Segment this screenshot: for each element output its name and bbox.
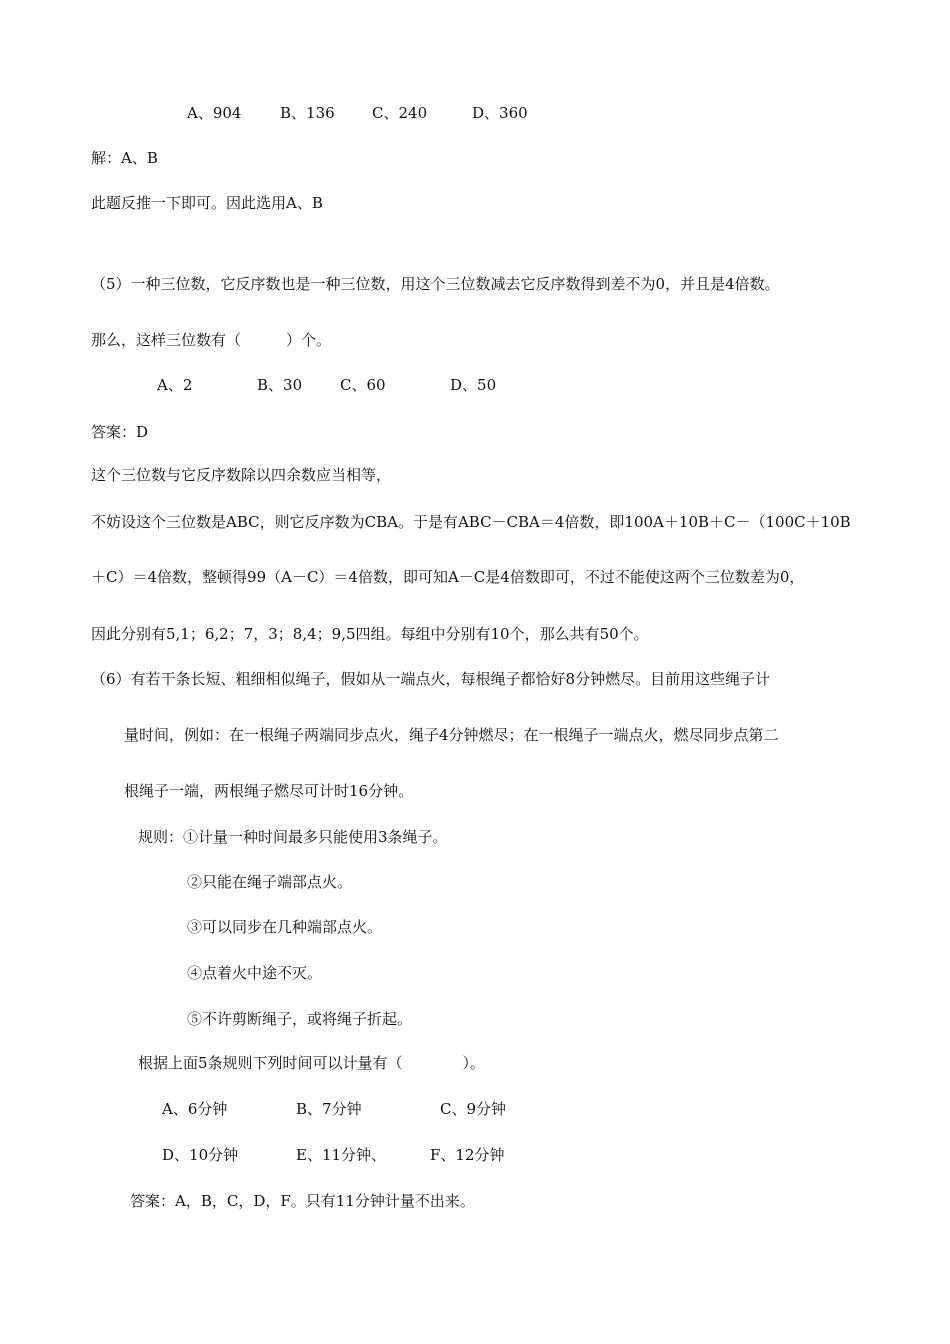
q5-explanation-line-3: ＋C）＝4倍数，整顿得99（A－C）＝4倍数，即可知A－C是4倍数即可，不过不能使这两个三位数差为0， — [91, 568, 805, 586]
q6-question-line-1: （6）有若干条长短、粗细相似绳子，假如从一端点火，每根绳子都恰好8分钟燃尽。目前用这些绳子计 — [91, 670, 771, 688]
q6-rule-4: ④点着火中途不灭。 — [187, 964, 323, 982]
q5-explanation-line-2: 不妨设这个三位数是ABC，则它反序数为CBA。于是有ABC－CBA＝4倍数，即100A＋10B＋C－（100C＋10B — [91, 513, 851, 531]
q4-option-c: C、240 — [372, 104, 428, 122]
q6-rule-3: ③可以同步在几种端部点火。 — [187, 918, 383, 936]
q4-option-d: D、360 — [472, 104, 528, 122]
q5-explanation-line-4: 因此分别有5,1；6,2；7，3；8,4；9,5四组。每组中分别有10个，那么共有50个。 — [91, 625, 649, 643]
q6-prompt: 根据上面5条规则下列时间可以计量有（ ）。 — [138, 1054, 486, 1072]
q6-option-c: C、9分钟 — [440, 1100, 507, 1118]
q5-answer: 答案：D — [91, 423, 149, 441]
q6-question-line-2: 量时间，例如：在一根绳子两端同步点火，绳子4分钟燃尽；在一根绳子一端点火，燃尽同步点第二 — [124, 726, 779, 744]
q6-option-e: E、11分钟、 — [296, 1146, 387, 1164]
q6-rule-2: ②只能在绳子端部点火。 — [187, 873, 353, 891]
q5-question-line-1: （5）一种三位数，它反序数也是一种三位数，用这个三位数减去它反序数得到差不为0，并且是4倍数。 — [91, 275, 780, 293]
q6-rule-1: 规则：①计量一种时间最多只能使用3条绳子。 — [138, 828, 448, 846]
q4-option-a: A、904 — [187, 104, 242, 122]
q6-option-d: D、10分钟 — [162, 1146, 239, 1164]
q4-explanation: 此题反推一下即可。因此选用A、B — [91, 194, 323, 212]
q6-option-f: F、12分钟 — [430, 1146, 505, 1164]
q5-explanation-line-1: 这个三位数与它反序数除以四余数应当相等， — [91, 466, 392, 484]
q4-option-b: B、136 — [280, 104, 335, 122]
q6-question-line-3: 根绳子一端，两根绳子燃尽可计时16分钟。 — [124, 782, 414, 800]
q5-option-b: B、30 — [257, 376, 303, 394]
q6-rule-5: ⑤不许剪断绳子，或将绳子折起。 — [187, 1010, 413, 1028]
q5-option-c: C、60 — [340, 376, 386, 394]
q5-option-a: A、2 — [157, 376, 193, 394]
q4-solution: 解：A、B — [91, 149, 158, 167]
q6-option-a: A、6分钟 — [162, 1100, 228, 1118]
q5-question-line-2: 那么，这样三位数有（ ）个。 — [91, 331, 332, 349]
q6-option-b: B、7分钟 — [296, 1100, 362, 1118]
q6-answer: 答案：A，B，C，D，F。只有11分钟计量不出来。 — [130, 1192, 475, 1210]
q5-option-d: D、50 — [450, 376, 497, 394]
